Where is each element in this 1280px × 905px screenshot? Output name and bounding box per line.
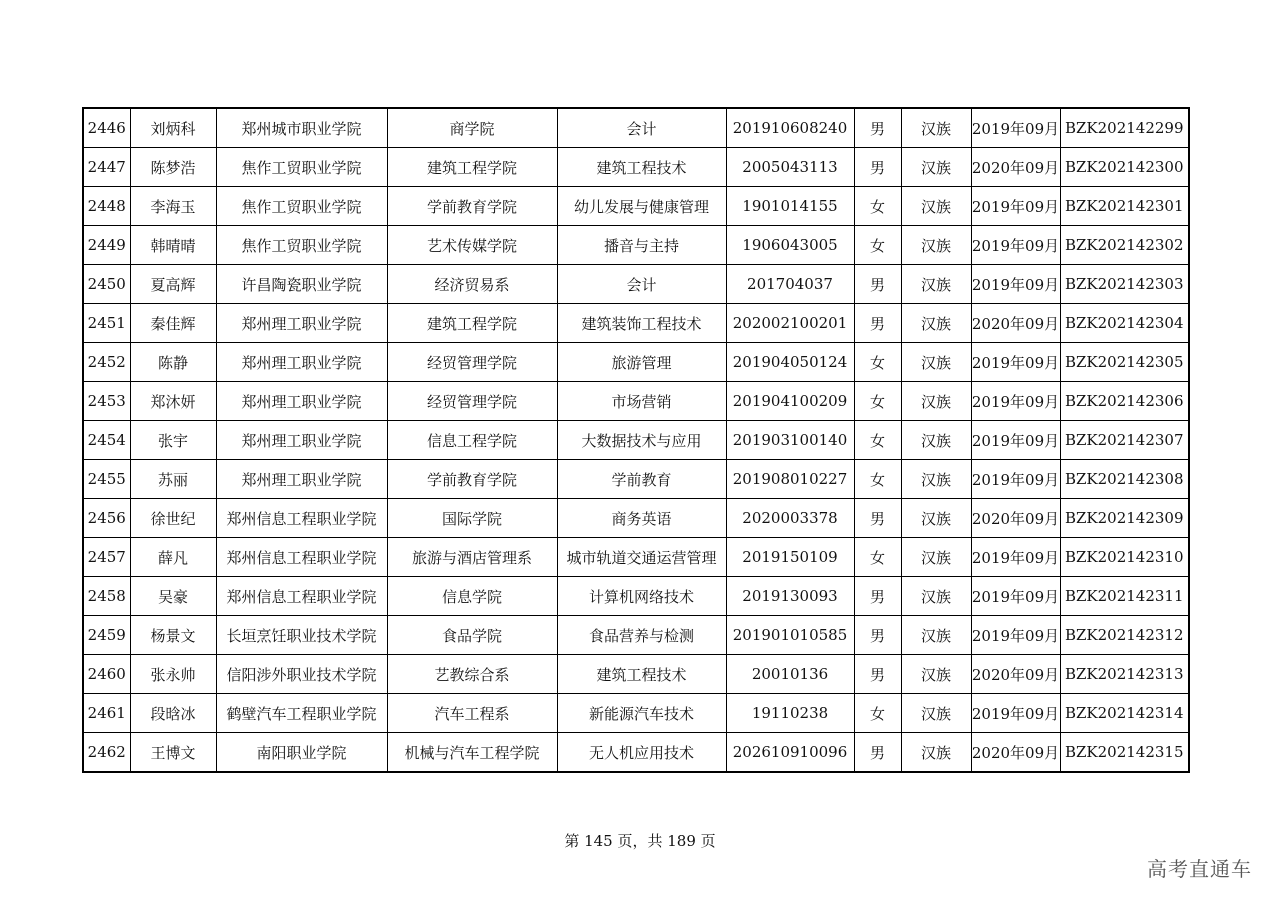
table-row [83, 499, 1189, 538]
cell-name: 陈梦浩 [130, 148, 216, 187]
cell-school: 长垣烹饪职业技术学院 [216, 616, 387, 655]
cell-gender: 女 [854, 382, 901, 421]
table-row [83, 382, 1189, 421]
cell-department: 商学院 [387, 108, 557, 148]
cell-enroll-date: 2019年09月 [971, 421, 1060, 460]
cell-ethnicity: 汉族 [901, 733, 971, 773]
cell-cert-no: BZK202142308 [1060, 460, 1189, 499]
cell-student-id: 202002100201 [726, 304, 854, 343]
cell-major: 商务英语 [557, 499, 726, 538]
cell-name: 张永帅 [130, 655, 216, 694]
cell-name: 李海玉 [130, 187, 216, 226]
cell-cert-no: BZK202142302 [1060, 226, 1189, 265]
cell-major: 大数据技术与应用 [557, 421, 726, 460]
cell-student-id: 2019150109 [726, 538, 854, 577]
cell-gender: 女 [854, 694, 901, 733]
cell-school: 焦作工贸职业学院 [216, 226, 387, 265]
cell-major: 无人机应用技术 [557, 733, 726, 773]
cell-school: 郑州理工职业学院 [216, 460, 387, 499]
cell-gender: 男 [854, 655, 901, 694]
cell-student-id: 19110238 [726, 694, 854, 733]
cell-enroll-date: 2019年09月 [971, 343, 1060, 382]
cell-student-id: 201904100209 [726, 382, 854, 421]
cell-cert-no: BZK202142306 [1060, 382, 1189, 421]
cell-student-id: 202610910096 [726, 733, 854, 773]
cell-gender: 男 [854, 108, 901, 148]
cell-major: 食品营养与检测 [557, 616, 726, 655]
cell-index: 2452 [83, 343, 130, 382]
cell-name: 刘炳科 [130, 108, 216, 148]
table-row [83, 187, 1189, 226]
cell-enroll-date: 2020年09月 [971, 148, 1060, 187]
cell-index: 2450 [83, 265, 130, 304]
cell-gender: 女 [854, 343, 901, 382]
cell-ethnicity: 汉族 [901, 226, 971, 265]
cell-ethnicity: 汉族 [901, 382, 971, 421]
cell-enroll-date: 2019年09月 [971, 226, 1060, 265]
cell-enroll-date: 2019年09月 [971, 460, 1060, 499]
cell-major: 会计 [557, 108, 726, 148]
cell-gender: 女 [854, 538, 901, 577]
cell-department: 经济贸易系 [387, 265, 557, 304]
cell-gender: 男 [854, 733, 901, 773]
cell-name: 苏丽 [130, 460, 216, 499]
cell-department: 信息学院 [387, 577, 557, 616]
cell-index: 2459 [83, 616, 130, 655]
cell-ethnicity: 汉族 [901, 304, 971, 343]
cell-major: 城市轨道交通运营管理 [557, 538, 726, 577]
cell-index: 2453 [83, 382, 130, 421]
cell-school: 郑州城市职业学院 [216, 108, 387, 148]
cell-cert-no: BZK202142312 [1060, 616, 1189, 655]
cell-department: 汽车工程系 [387, 694, 557, 733]
page-number: 第 145 页，共 189 页 [564, 832, 716, 850]
cell-index: 2455 [83, 460, 130, 499]
cell-enroll-date: 2019年09月 [971, 382, 1060, 421]
cell-school: 许昌陶瓷职业学院 [216, 265, 387, 304]
cell-index: 2451 [83, 304, 130, 343]
cell-ethnicity: 汉族 [901, 655, 971, 694]
cell-school: 郑州理工职业学院 [216, 343, 387, 382]
cell-gender: 男 [854, 616, 901, 655]
cell-name: 吴豪 [130, 577, 216, 616]
cell-ethnicity: 汉族 [901, 538, 971, 577]
cell-gender: 女 [854, 460, 901, 499]
cell-student-id: 201704037 [726, 265, 854, 304]
cell-index: 2461 [83, 694, 130, 733]
cell-cert-no: BZK202142299 [1060, 108, 1189, 148]
cell-school: 南阳职业学院 [216, 733, 387, 773]
cell-major: 会计 [557, 265, 726, 304]
cell-department: 艺术传媒学院 [387, 226, 557, 265]
table-row [83, 108, 1189, 148]
cell-ethnicity: 汉族 [901, 694, 971, 733]
cell-enroll-date: 2020年09月 [971, 304, 1060, 343]
table-row [83, 538, 1189, 577]
cell-enroll-date: 2019年09月 [971, 577, 1060, 616]
cell-enroll-date: 2020年09月 [971, 733, 1060, 773]
table-row [83, 655, 1189, 694]
cell-gender: 男 [854, 265, 901, 304]
cell-school: 鹤壁汽车工程职业学院 [216, 694, 387, 733]
cell-department: 旅游与酒店管理系 [387, 538, 557, 577]
cell-school: 郑州理工职业学院 [216, 382, 387, 421]
cell-cert-no: BZK202142310 [1060, 538, 1189, 577]
cell-major: 建筑工程技术 [557, 148, 726, 187]
cell-cert-no: BZK202142315 [1060, 733, 1189, 773]
cell-student-id: 1906043005 [726, 226, 854, 265]
cell-cert-no: BZK202142313 [1060, 655, 1189, 694]
cell-gender: 男 [854, 304, 901, 343]
cell-ethnicity: 汉族 [901, 148, 971, 187]
cell-cert-no: BZK202142305 [1060, 343, 1189, 382]
cell-major: 旅游管理 [557, 343, 726, 382]
cell-student-id: 1901014155 [726, 187, 854, 226]
cell-cert-no: BZK202142300 [1060, 148, 1189, 187]
cell-index: 2454 [83, 421, 130, 460]
cell-department: 机械与汽车工程学院 [387, 733, 557, 773]
cell-enroll-date: 2019年09月 [971, 616, 1060, 655]
cell-index: 2462 [83, 733, 130, 773]
cell-ethnicity: 汉族 [901, 499, 971, 538]
cell-school: 郑州信息工程职业学院 [216, 577, 387, 616]
cell-ethnicity: 汉族 [901, 616, 971, 655]
cell-index: 2456 [83, 499, 130, 538]
cell-cert-no: BZK202142307 [1060, 421, 1189, 460]
cell-department: 食品学院 [387, 616, 557, 655]
cell-student-id: 201910608240 [726, 108, 854, 148]
cell-index: 2457 [83, 538, 130, 577]
table-row [83, 265, 1189, 304]
cell-gender: 女 [854, 421, 901, 460]
cell-enroll-date: 2019年09月 [971, 108, 1060, 148]
cell-major: 幼儿发展与健康管理 [557, 187, 726, 226]
cell-cert-no: BZK202142304 [1060, 304, 1189, 343]
cell-ethnicity: 汉族 [901, 421, 971, 460]
cell-name: 夏高辉 [130, 265, 216, 304]
cell-index: 2460 [83, 655, 130, 694]
cell-major: 播音与主持 [557, 226, 726, 265]
cell-name: 秦佳辉 [130, 304, 216, 343]
cell-gender: 女 [854, 226, 901, 265]
cell-name: 段晗冰 [130, 694, 216, 733]
cell-cert-no: BZK202142301 [1060, 187, 1189, 226]
cell-enroll-date: 2019年09月 [971, 538, 1060, 577]
record-table [82, 107, 1190, 773]
cell-enroll-date: 2019年09月 [971, 265, 1060, 304]
cell-school: 郑州理工职业学院 [216, 304, 387, 343]
cell-gender: 男 [854, 148, 901, 187]
cell-ethnicity: 汉族 [901, 460, 971, 499]
cell-cert-no: BZK202142311 [1060, 577, 1189, 616]
cell-ethnicity: 汉族 [901, 187, 971, 226]
cell-department: 经贸管理学院 [387, 343, 557, 382]
cell-enroll-date: 2020年09月 [971, 655, 1060, 694]
table-row [83, 694, 1189, 733]
cell-cert-no: BZK202142303 [1060, 265, 1189, 304]
cell-department: 艺教综合系 [387, 655, 557, 694]
cell-department: 学前教育学院 [387, 187, 557, 226]
cell-school: 郑州信息工程职业学院 [216, 538, 387, 577]
cell-name: 王博文 [130, 733, 216, 773]
table-row [83, 343, 1189, 382]
cell-department: 建筑工程学院 [387, 148, 557, 187]
cell-major: 建筑工程技术 [557, 655, 726, 694]
cell-department: 建筑工程学院 [387, 304, 557, 343]
table-row [83, 616, 1189, 655]
cell-major: 建筑装饰工程技术 [557, 304, 726, 343]
cell-cert-no: BZK202142309 [1060, 499, 1189, 538]
cell-name: 郑沐妍 [130, 382, 216, 421]
cell-name: 杨景文 [130, 616, 216, 655]
cell-student-id: 201903100140 [726, 421, 854, 460]
cell-department: 信息工程学院 [387, 421, 557, 460]
cell-school: 焦作工贸职业学院 [216, 148, 387, 187]
cell-gender: 男 [854, 577, 901, 616]
cell-enroll-date: 2019年09月 [971, 694, 1060, 733]
cell-department: 经贸管理学院 [387, 382, 557, 421]
cell-enroll-date: 2020年09月 [971, 499, 1060, 538]
cell-cert-no: BZK202142314 [1060, 694, 1189, 733]
cell-name: 陈静 [130, 343, 216, 382]
table-row [83, 148, 1189, 187]
cell-enroll-date: 2019年09月 [971, 187, 1060, 226]
table-row [83, 226, 1189, 265]
cell-school: 郑州理工职业学院 [216, 421, 387, 460]
cell-department: 学前教育学院 [387, 460, 557, 499]
cell-index: 2458 [83, 577, 130, 616]
cell-major: 计算机网络技术 [557, 577, 726, 616]
cell-ethnicity: 汉族 [901, 265, 971, 304]
cell-ethnicity: 汉族 [901, 108, 971, 148]
table-row [83, 304, 1189, 343]
cell-student-id: 2005043113 [726, 148, 854, 187]
cell-name: 徐世纪 [130, 499, 216, 538]
cell-department: 国际学院 [387, 499, 557, 538]
table-row [83, 421, 1189, 460]
cell-major: 市场营销 [557, 382, 726, 421]
cell-ethnicity: 汉族 [901, 343, 971, 382]
cell-gender: 男 [854, 499, 901, 538]
cell-student-id: 201908010227 [726, 460, 854, 499]
cell-index: 2447 [83, 148, 130, 187]
cell-ethnicity: 汉族 [901, 577, 971, 616]
cell-student-id: 201904050124 [726, 343, 854, 382]
cell-index: 2446 [83, 108, 130, 148]
cell-student-id: 2020003378 [726, 499, 854, 538]
table-row [83, 577, 1189, 616]
watermark-text: 高考直通车 [1147, 857, 1252, 881]
cell-major: 学前教育 [557, 460, 726, 499]
table-row [83, 733, 1189, 773]
cell-major: 新能源汽车技术 [557, 694, 726, 733]
cell-school: 信阳涉外职业技术学院 [216, 655, 387, 694]
cell-student-id: 20010136 [726, 655, 854, 694]
cell-school: 郑州信息工程职业学院 [216, 499, 387, 538]
cell-school: 焦作工贸职业学院 [216, 187, 387, 226]
cell-name: 薛凡 [130, 538, 216, 577]
cell-student-id: 2019130093 [726, 577, 854, 616]
cell-gender: 女 [854, 187, 901, 226]
cell-name: 韩晴晴 [130, 226, 216, 265]
cell-index: 2449 [83, 226, 130, 265]
cell-index: 2448 [83, 187, 130, 226]
cell-name: 张宇 [130, 421, 216, 460]
table-row [83, 460, 1189, 499]
cell-student-id: 201901010585 [726, 616, 854, 655]
table-body [83, 108, 1189, 772]
